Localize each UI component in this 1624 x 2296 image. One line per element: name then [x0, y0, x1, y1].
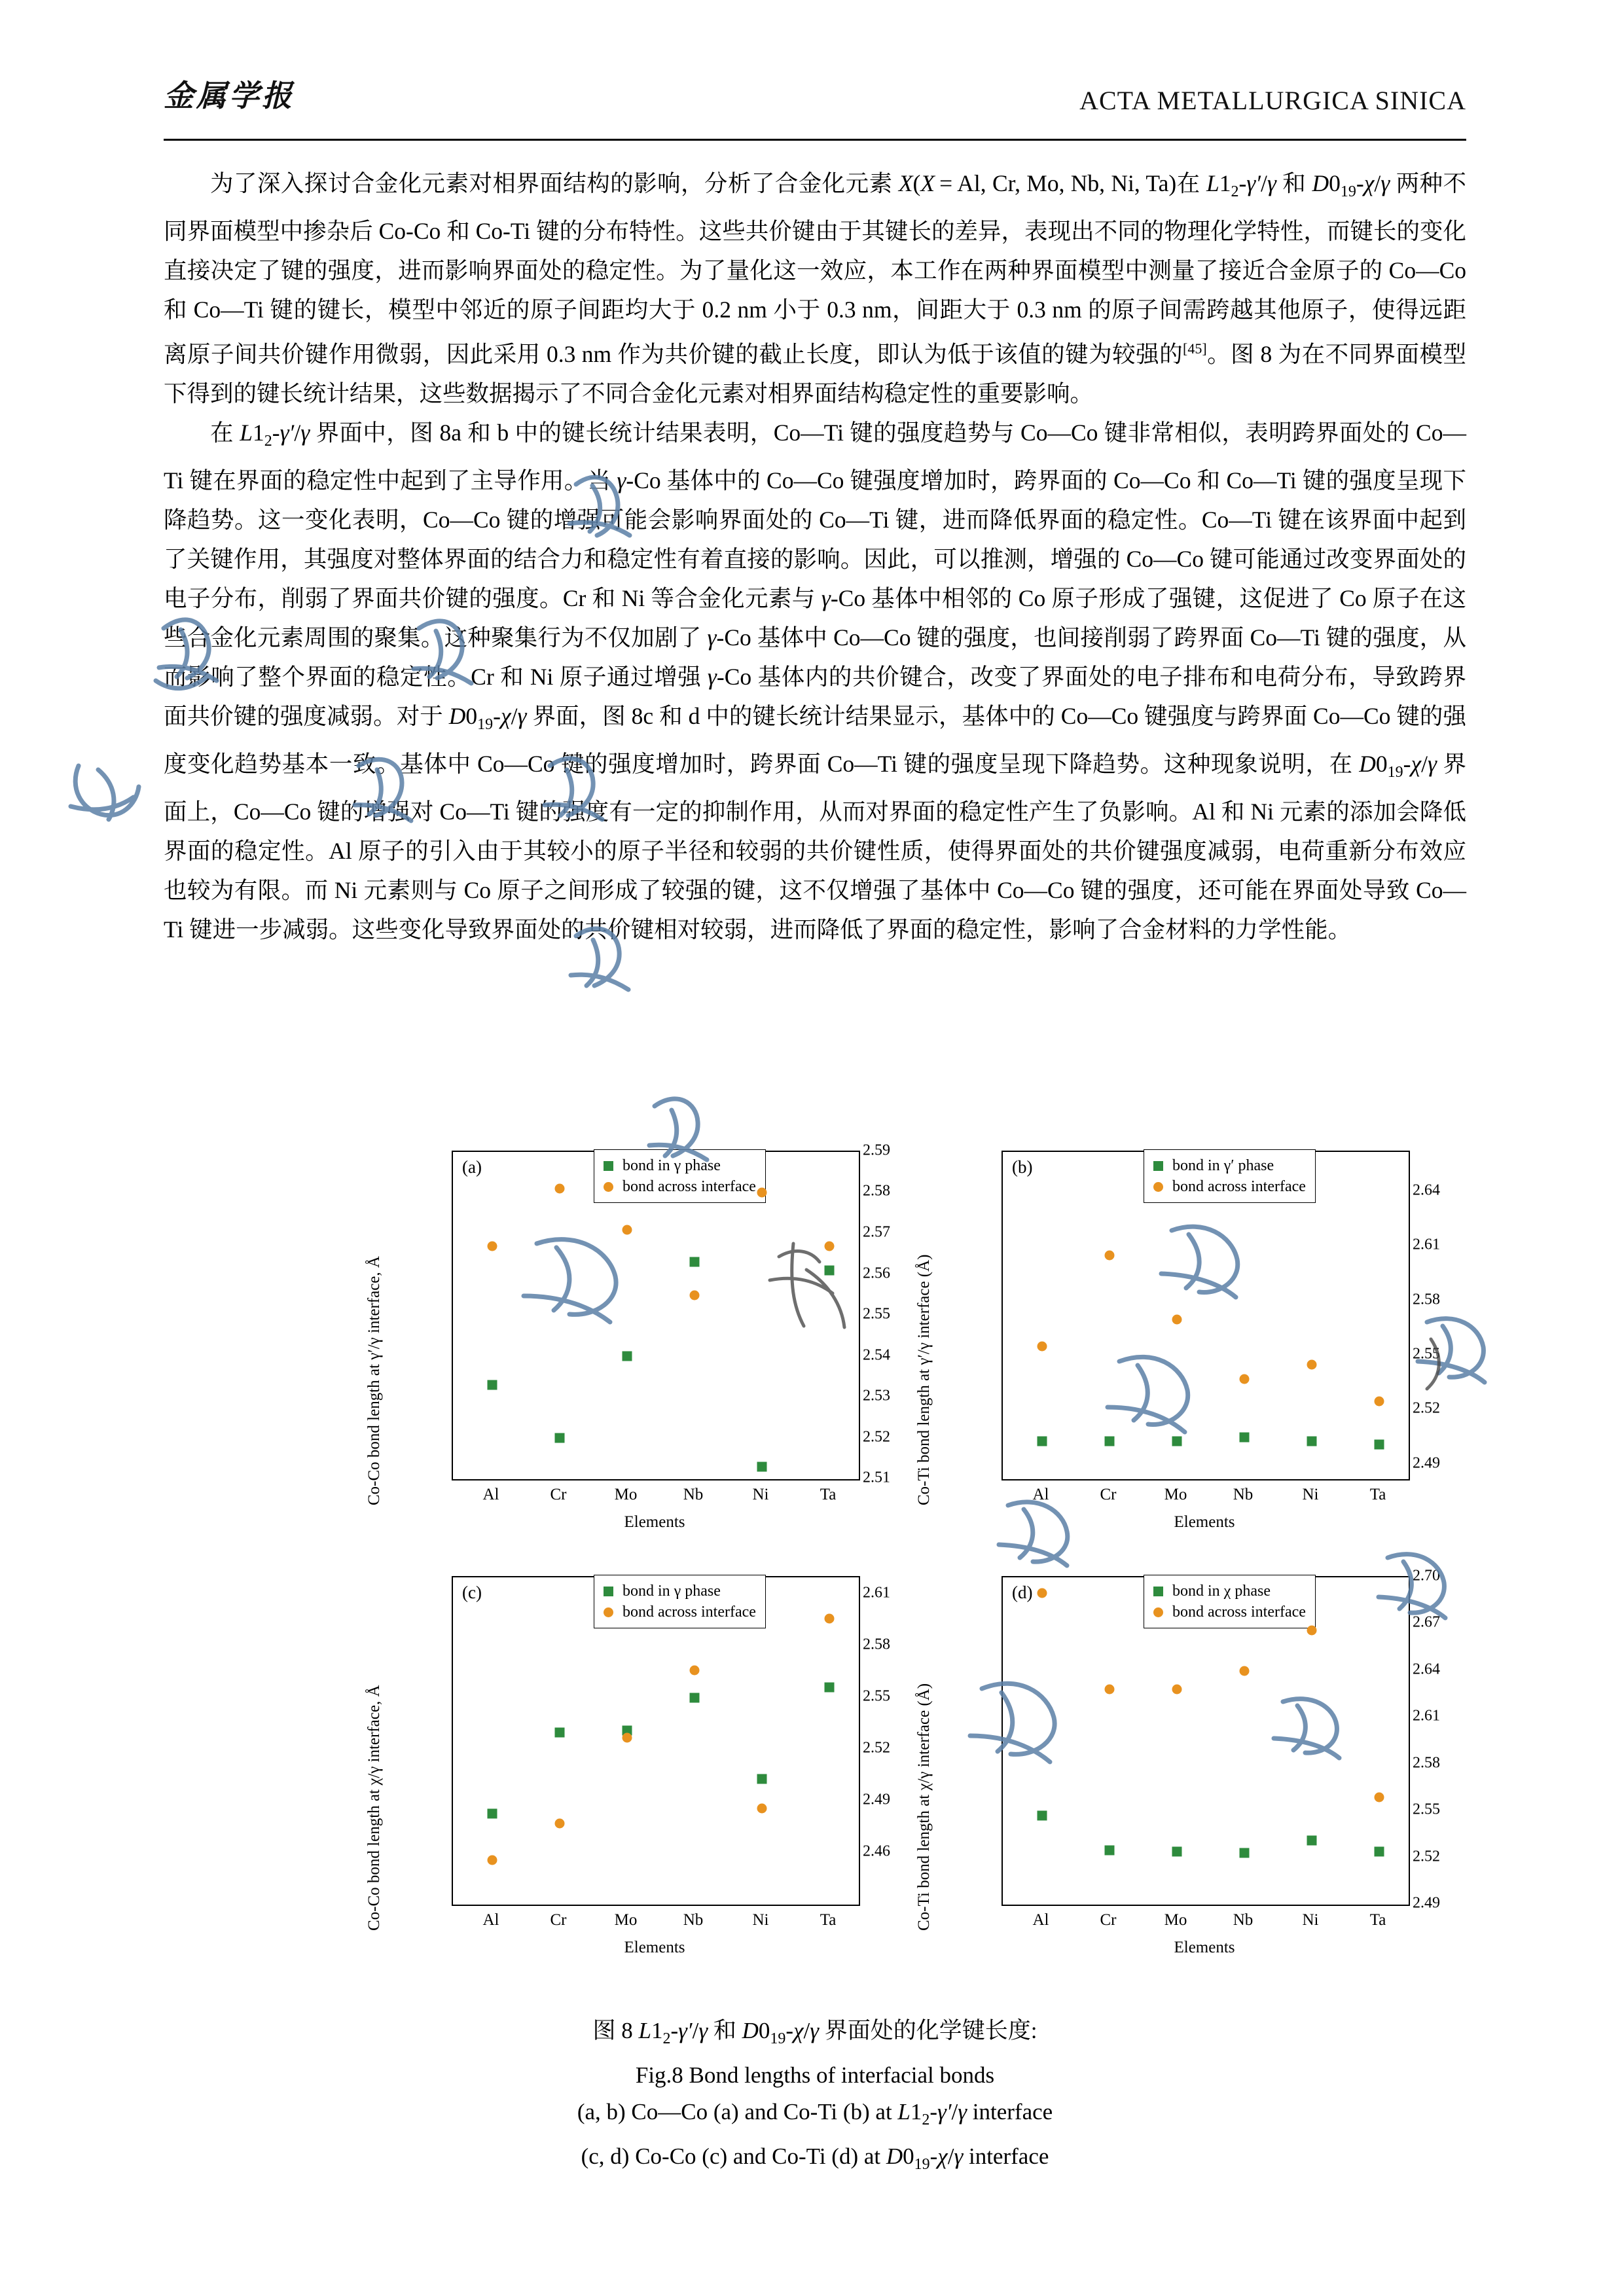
chart-d-ytick: 2.55 — [1413, 1801, 1440, 1818]
chart-b-xtick: Cr — [1100, 1486, 1117, 1503]
chart-b-ytick: 2.64 — [1413, 1181, 1440, 1199]
chart-a-xtick: Nb — [683, 1486, 704, 1503]
data-point — [1172, 1847, 1182, 1857]
data-point — [488, 1856, 497, 1865]
data-point — [1240, 1433, 1250, 1443]
chart-d-ylabel: Co-Ti bond length at χ/γ interface (Å) — [915, 1683, 933, 1931]
data-point — [1172, 1685, 1182, 1695]
chart-b-ytick: 2.49 — [1413, 1454, 1440, 1472]
journal-logo-cn: 金属学报 — [164, 79, 295, 113]
data-point — [1240, 1848, 1250, 1858]
data-point — [1105, 1846, 1115, 1856]
chart-a-xtick: Ni — [752, 1486, 769, 1503]
data-point — [1307, 1836, 1317, 1846]
data-point — [623, 1352, 632, 1361]
chart-c-xlabel: Elements — [624, 1939, 685, 1956]
legend-marker-square — [604, 1161, 613, 1171]
chart-c-legend-item-0: bond in γ phase — [623, 1583, 721, 1600]
data-point — [757, 1774, 767, 1784]
legend-marker-circle — [604, 1182, 613, 1192]
chart-b-xtick: Al — [1032, 1486, 1049, 1503]
chart-c-ytick: 2.46 — [863, 1842, 890, 1860]
data-point — [1240, 1374, 1250, 1384]
chart-a-ytick: 2.56 — [863, 1265, 890, 1282]
chart-d-legend-item-0: bond in χ phase — [1172, 1583, 1271, 1600]
chart-c-xtick: Mo — [614, 1911, 638, 1929]
chart-a-xtick: Ta — [820, 1486, 837, 1503]
data-point — [555, 1184, 565, 1194]
legend-marker-circle — [604, 1607, 613, 1617]
chart-c-xtick: Al — [482, 1911, 499, 1929]
data-point — [623, 1733, 632, 1743]
chart-b-xlabel: Elements — [1174, 1513, 1235, 1531]
chart-a-ytick: 2.58 — [863, 1182, 890, 1200]
chart-b-xtick: Ta — [1369, 1486, 1386, 1503]
chart-c-panel-label: (c) — [462, 1583, 482, 1602]
chart-c-xtick: Cr — [550, 1911, 567, 1929]
chart-a-ytick: 2.52 — [863, 1428, 890, 1446]
chart-a-legend — [594, 1149, 766, 1203]
chart-a-panel-label: (a) — [462, 1157, 482, 1177]
chart-b-legend-item-1: bond across interface — [1172, 1178, 1306, 1195]
chart-a-legend-item-1: bond across interface — [623, 1178, 756, 1195]
chart-c-legend-item-1: bond across interface — [623, 1604, 756, 1621]
chart-d-ytick: 2.61 — [1413, 1707, 1440, 1725]
legend-marker-square — [1153, 1161, 1163, 1171]
chart-d-legend-item-1: bond across interface — [1172, 1604, 1306, 1621]
chart-d-xtick: Cr — [1100, 1911, 1117, 1929]
chart-d-xtick: Mo — [1164, 1911, 1187, 1929]
chart-d-xlabel: Elements — [1174, 1939, 1235, 1956]
chart-b-legend-item-0: bond in γ′ phase — [1172, 1157, 1274, 1174]
caption-line-cd: (c, d) Co-Co (c) and Co-Ti (d) at $D0_{19}-\chi/\gamma$ interface — [581, 2144, 1049, 2173]
caption-line-en: Fig.8 Bond lengths of interfacial bonds — [635, 2062, 995, 2088]
data-point — [555, 1819, 565, 1829]
chart-d-ytick: 2.49 — [1413, 1894, 1440, 1912]
data-point — [555, 1433, 565, 1443]
chart-a-ytick: 2.53 — [863, 1387, 890, 1405]
data-point — [1038, 1437, 1047, 1446]
chart-b-ytick: 2.55 — [1413, 1345, 1440, 1363]
data-point — [623, 1225, 632, 1235]
figure-8 — [164, 1139, 1466, 1990]
legend-marker-circle — [1153, 1182, 1163, 1192]
chart-a-xtick: Al — [482, 1486, 499, 1503]
legend-marker-circle — [1153, 1607, 1163, 1617]
chart-a-ytick: 2.51 — [863, 1469, 890, 1486]
chart-a-ylabel: Co-Co bond length at γ′/γ interface, Å — [365, 1256, 383, 1505]
chart-c-xtick: Ni — [752, 1911, 769, 1929]
chart-d-ytick: 2.58 — [1413, 1754, 1440, 1772]
data-point — [1105, 1685, 1115, 1695]
data-point — [825, 1242, 835, 1251]
chart-panel-b — [903, 1139, 1440, 1538]
chart-a-ytick: 2.55 — [863, 1305, 890, 1323]
data-point — [1172, 1437, 1182, 1446]
chart-c-ytick: 2.61 — [863, 1584, 890, 1602]
chart-c-ytick: 2.52 — [863, 1739, 890, 1757]
chart-a-legend-item-0: bond in γ phase — [623, 1157, 721, 1174]
chart-b-ytick: 2.58 — [1413, 1291, 1440, 1308]
chart-c-xtick: Ta — [820, 1911, 837, 1929]
chart-b-xtick: Nb — [1233, 1486, 1254, 1503]
chart-d-ytick: 2.67 — [1413, 1613, 1440, 1631]
chart-panel-d — [903, 1564, 1440, 1964]
chart-d-xtick: Ta — [1369, 1911, 1386, 1929]
chart-c-ytick: 2.58 — [863, 1636, 890, 1653]
chart-a-ytick: 2.54 — [863, 1346, 890, 1364]
data-point — [1105, 1251, 1115, 1261]
data-point — [690, 1693, 700, 1703]
journal-title-en: ACTA METALLURGICA SINICA — [1079, 86, 1466, 115]
chart-a-xtick: Mo — [614, 1486, 638, 1503]
chart-b-xtick: Mo — [1164, 1486, 1187, 1503]
data-point — [1038, 1588, 1047, 1598]
chart-c-ytick: 2.55 — [863, 1687, 890, 1705]
data-point — [690, 1291, 700, 1300]
data-point — [757, 1462, 767, 1472]
data-point — [1038, 1342, 1047, 1352]
chart-b-plot — [1001, 1151, 1410, 1480]
chart-panel-a — [353, 1139, 890, 1538]
data-point — [1375, 1440, 1384, 1450]
figure-caption — [164, 2013, 1466, 2183]
data-point — [825, 1614, 835, 1624]
chart-b-ylabel: Co-Ti bond length at γ′/γ interface (Å) — [915, 1254, 933, 1505]
data-point — [488, 1380, 497, 1390]
chart-d-xtick: Ni — [1302, 1911, 1319, 1929]
data-point — [1307, 1360, 1317, 1370]
chart-c-ylabel: Co-Co bond length at χ/γ interface, Å — [365, 1685, 383, 1931]
chart-c-legend — [594, 1575, 766, 1628]
article-body — [164, 164, 1466, 949]
data-point — [690, 1666, 700, 1676]
data-point — [488, 1809, 497, 1819]
chart-d-ytick: 2.70 — [1413, 1567, 1440, 1585]
data-point — [1105, 1437, 1115, 1446]
chart-b-panel-label: (b) — [1012, 1157, 1033, 1177]
chart-d-xtick: Nb — [1233, 1911, 1254, 1929]
chart-c-ytick: 2.49 — [863, 1791, 890, 1808]
header-divider — [164, 139, 1466, 141]
data-point — [555, 1728, 565, 1738]
caption-line-ab: (a, b) Co—Co (a) and Co-Ti (b) at $L1_2-\gamma'/\gamma$ interface — [577, 2099, 1053, 2128]
chart-d-legend — [1144, 1575, 1316, 1628]
chart-a-ytick: 2.57 — [863, 1223, 890, 1241]
chart-b-legend — [1144, 1149, 1316, 1203]
chart-b-xtick: Ni — [1302, 1486, 1319, 1503]
data-point — [1307, 1437, 1317, 1446]
data-point — [1172, 1315, 1182, 1325]
data-point — [1307, 1626, 1317, 1636]
chart-c-xtick: Nb — [683, 1911, 704, 1929]
chart-b-ytick: 2.61 — [1413, 1236, 1440, 1253]
paragraph-2: 在 $L1_2-\gamma'/\gamma$ 界面中，图 8a 和 b 中的键长统计结果表明，Co—Ti 键的强度趋势与 Co—Co 键非常相似，表明跨界面处的 Co—Ti 键在界面的稳定性中起到了主导作用。当 γ-Co 基体中的 Co—Co 键强度增加时，跨界面的 Co—Co 和 Co—Ti 键的强度呈现下降趋势。这一变化表明，Co—Co 键的增强可能会影响界面处的 Co—Ti 键，进而降低界面的稳定性。Co—Ti 键在该界面中起到了关键作用，其强度对整体界面的结合力和稳定性有着直接的影响。因此，可以推测，增强的 Co—Co 键可能通过改变界面处的电子分布，削弱了界面共价键的强度。Cr 和 Ni 等合金化元素与 γ-Co 基体中相邻的 Co 原子形成了强键，这促进了 Co 原子在这些合金化元素周围的聚集。这种聚集行为不仅加剧了 γ-Co 基体中 Co—Co 键的强度，也间接削弱了跨界面 Co—Ti 键的强度，从而影响了整个界面的稳定性。Cr 和 Ni 原子通过增强 γ-Co 基体内的共价键合，改变了界面处的电子排布和电荷分布，导致跨界面共价键的强度减弱。对于 $D0_{19}-\chi/\gamma$ 界面，图 8c 和 d 中的键长统计结果显示，基体中的 Co—Co 键强度与跨界面 Co—Co 键的强度变化趋势基本一致。基体中 Co—Co 键的强度增加时，跨界面 Co—Ti 键的强度呈现下降趋势。这种现象说明，在 $D0_{19}-\chi/\gamma$ 界面上，Co—Co 键的增强对 Co—Ti 键的强度有一定的抑制作用，从而对界面的稳定性产生了负影响。Al 和 Ni 元素的添加会降低界面的稳定性。Al 原子的引入由于其较小的原子半径和较弱的共价键性质，使得界面处的共价键强度减弱，电荷重新分布效应也较为有限。而 Ni 元素则与 Co 原子之间形成了较强的键，这不仅增强了基体中 Co—Co 键的强度，还可能在界面处导致 Co—Ti 键进一步减弱。这些变化导致界面处的共价键相对较弱，进而降低了界面的稳定性，影响了合金材料的力学性能。 — [164, 419, 1466, 943]
data-point — [757, 1804, 767, 1814]
chart-b-ytick: 2.52 — [1413, 1399, 1440, 1417]
chart-a-xlabel: Elements — [624, 1513, 685, 1531]
chart-panel-c — [353, 1564, 890, 1964]
legend-marker-square — [604, 1587, 613, 1596]
chart-d-xtick: Al — [1032, 1911, 1049, 1929]
data-point — [757, 1188, 767, 1198]
chart-a-ytick: 2.59 — [863, 1141, 890, 1159]
chart-d-panel-label: (d) — [1012, 1583, 1033, 1602]
legend-marker-square — [1153, 1587, 1163, 1596]
data-point — [1240, 1666, 1250, 1676]
page-header — [164, 72, 1466, 131]
data-point — [690, 1257, 700, 1267]
caption-line-cn: 图 8 $L1_2-\gamma'/\gamma$ 和 $D0_{19}-\chi/\gamma$ 界面处的化学键长度: — [592, 2018, 1038, 2047]
chart-d-ytick: 2.64 — [1413, 1660, 1440, 1678]
chart-a-xtick: Cr — [550, 1486, 567, 1503]
data-point — [488, 1242, 497, 1251]
data-point — [1038, 1811, 1047, 1821]
chart-d-ytick: 2.52 — [1413, 1848, 1440, 1865]
paragraph-1: 为了深入探讨合金化元素对相界面结构的影响，分析了合金化元素 X(X = Al, Cr, Mo, Nb, Ni, Ta)在 $L1_2-\gamma'/\gamma$ 和 $D0_{19}-\chi/\gamma$ 两种不同界面模型中掺杂后 Co-Co 和 Co-Ti 键的分布特性。这些共价键由于其键长的差异，表现出不同的物理化学特性，而键长的变化直接决定了键的强度，进而影响界面处的稳定性。为了量化这一效应，本工作在两种界面模型中测量了接近合金原子的 Co—Co 和 Co—Ti 键的键长，模型中邻近的原子间距均大于 0.2 nm 小于 0.3 nm，间距大于 0.3 nm 的原子间需跨越其他原子，使得远距离原子间共价键作用微弱，因此采用 0.3 nm 作为共价键的截止长度，即认为低于该值的键为较强的[45]。图 8 为在不同界面模型下得到的键长统计结果，这些数据揭示了不同合金化元素对相界面结构稳定性的重要影响。 — [164, 170, 1466, 406]
